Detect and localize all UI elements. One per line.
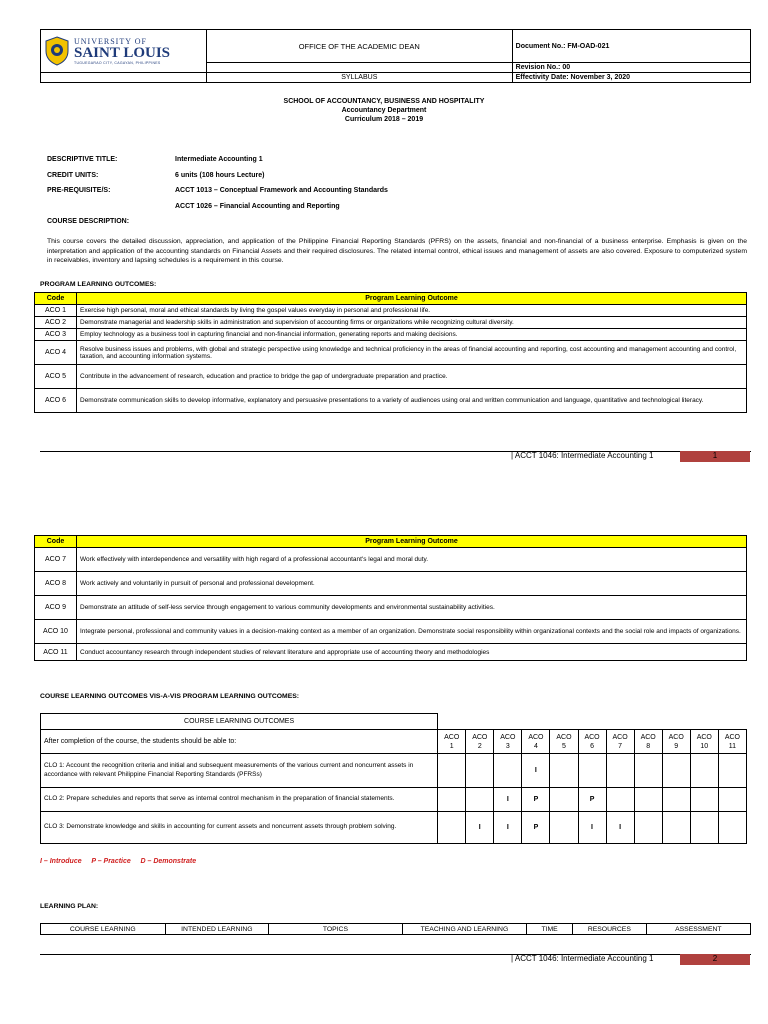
col-outcome: Program Learning Outcome — [77, 293, 747, 305]
plo-row — [35, 305, 747, 317]
clo-text: CLO 2: Prepare schedules and reports that serve as internal control mechanism in the preparation of financial statements. — [41, 788, 438, 812]
learning-plan-heading: LEARNING PLAN: — [40, 903, 99, 910]
effectivity-cell — [512, 73, 750, 83]
units-label: CREDIT UNITS: — [47, 171, 99, 179]
aco-col-number: 9 — [674, 742, 679, 750]
col-outcome-2: Program Learning Outcome — [77, 536, 747, 548]
plo-code: ACO 9 — [35, 596, 77, 620]
learning-plan-col: RESOURCES — [572, 924, 646, 935]
clo-title: COURSE LEARNING OUTCOMES — [41, 714, 438, 730]
plo-row — [35, 572, 747, 596]
syllabus-label: SYLLABUS — [341, 74, 378, 81]
revision-cell — [512, 63, 750, 73]
clo-mark — [662, 754, 690, 788]
aco-col-number: 11 — [728, 742, 737, 750]
aco-col-label: ACO — [500, 733, 516, 741]
aco-col-header — [438, 730, 466, 754]
clo-mark — [578, 754, 606, 788]
clo-mark — [438, 754, 466, 788]
aco-col-label: ACO — [724, 733, 740, 741]
plo-outcome: Demonstrate managerial and leadership skills in administration and supervision of accounting firms or organizations while recognizing cultural diversity. — [77, 317, 747, 329]
plo-table-page1 — [34, 292, 747, 413]
title-label: DESCRIPTIVE TITLE: — [47, 156, 118, 163]
plo-row — [35, 620, 747, 644]
plo-heading: PROGRAM LEARNING OUTCOMES: — [40, 281, 157, 288]
learning-plan-col: TEACHING AND LEARNING — [402, 924, 527, 935]
plo-row — [35, 317, 747, 329]
syllabus-cell — [206, 73, 512, 83]
plo-row — [35, 548, 747, 572]
footer-text-1: | ACCT 1046: Intermediate Accounting 1 — [511, 451, 654, 460]
plo-row — [35, 596, 747, 620]
clo-mark: P — [578, 788, 606, 812]
clo-mark: I — [606, 812, 634, 844]
prereq-value-2: ACCT 1026 – Financial Accounting and Reporting — [175, 202, 340, 210]
plo-outcome: Demonstrate an attitude of self-less service through engagement to various community developments and environmental sustainability activities. — [77, 596, 747, 620]
footer-text-2: | ACCT 1046: Intermediate Accounting 1 — [511, 954, 654, 963]
clo-mark — [494, 754, 522, 788]
document-header — [40, 29, 751, 83]
clo-mark — [466, 754, 494, 788]
revision-no: Revision No.: 00 — [515, 64, 571, 71]
course-info-labels — [47, 152, 129, 230]
clo-mark — [634, 788, 662, 812]
clo-mark — [662, 812, 690, 844]
clo-table — [40, 713, 747, 844]
learning-plan-col: ASSESSMENT — [646, 924, 750, 935]
clo-mark — [634, 812, 662, 844]
plo-outcome: Employ technology as a business tool in capturing financial and non-financial information, generating reports and making decisions. — [77, 329, 747, 341]
clo-mark — [438, 812, 466, 844]
clo-mark — [550, 788, 578, 812]
course-info-values — [175, 152, 388, 214]
page-number-1: 1 — [680, 451, 750, 462]
learning-plan-col: TIME — [527, 924, 573, 935]
clo-heading: COURSE LEARNING OUTCOMES VIS-A-VIS PROGRAM LEARNING OUTCOMES: — [40, 693, 300, 700]
aco-col-label: ACO — [444, 733, 460, 741]
clo-mark: I — [578, 812, 606, 844]
aco-col-number: 10 — [700, 742, 709, 750]
office-title: OFFICE OF THE ACADEMIC DEAN — [298, 41, 420, 51]
aco-col-header — [494, 730, 522, 754]
office-cell — [206, 30, 512, 63]
clo-mark — [718, 812, 746, 844]
aco-col-header — [606, 730, 634, 754]
aco-col-header — [466, 730, 494, 754]
aco-col-label: ACO — [696, 733, 712, 741]
plo-outcome: Demonstrate communication skills to develop informative, explanatory and persuasive presentations to a variety of audiences using oral and written communication and language, quantitative and technological literacy. — [77, 389, 747, 413]
aco-col-number: 6 — [590, 742, 594, 750]
aco-col-label: ACO — [640, 733, 656, 741]
clo-mark: I — [494, 788, 522, 812]
logo-cell-bottom — [41, 73, 207, 83]
col-code: Code — [35, 293, 77, 305]
logo-cell — [41, 30, 207, 73]
clo-mark — [550, 812, 578, 844]
plo-outcome: Resolve business issues and problems, with global and strategic perspective using knowledge and technical proficiency in the areas of financial accounting and reporting, cost accounting and management accounting and control, taxation, and accounting information systems. — [77, 341, 747, 365]
clo-mark — [718, 788, 746, 812]
clo-row — [41, 788, 747, 812]
plo-code: ACO 1 — [35, 305, 77, 317]
spacer-cell — [206, 63, 512, 73]
course-description: This course covers the detailed discussion, appreciation, and application of the Philippine Financial Reporting Standards (PFRS) on the assets, financial and non-financial of a business enterprise. Emphasis is given on the interpretation and application of the accounting standards on Financial Assets and their required disclosures. The related internal control, ethical issues and management of assets are also covered. Exposure to computerized system in receivables, inventory and lapsing schedules is a requirement in this course. — [47, 238, 747, 264]
aco-col-header — [634, 730, 662, 754]
aco-col-number: 3 — [505, 742, 510, 750]
clo-mark: I — [522, 754, 550, 788]
plo-outcome: Integrate personal, professional and community values in a decision-making context as a member of an organization. Demonstrate social responsibility within organizational contexts and the social role and impacts of organizations. — [77, 620, 747, 644]
clo-mark: I — [466, 812, 494, 844]
page-number-2: 2 — [680, 954, 750, 965]
department: Accountancy Department — [341, 107, 427, 114]
plo-code: ACO 2 — [35, 317, 77, 329]
logo-location: TUGUEGARAO CITY, CAGAYAN, PHILIPPINES — [74, 61, 161, 65]
clo-mark — [690, 812, 718, 844]
plo-code: ACO 3 — [35, 329, 77, 341]
clo-text: CLO 1: Account the recognition criteria and initial and subsequent measurements of the various current and noncurrent assets in accordance with relevant Philippine Financial Reporting Standards (PFRSs) — [41, 754, 438, 788]
desc-label: COURSE DESCRIPTION: — [47, 218, 130, 225]
plo-outcome: Conduct accountancy research through independent studies of relevant literature and appropriate use of accounting theory and methodologies — [77, 644, 747, 661]
aco-col-label: ACO — [528, 733, 544, 741]
learning-plan-col: COURSE LEARNING — [41, 924, 166, 935]
clo-row — [41, 812, 747, 844]
logo-name: SAINT LOUIS — [74, 45, 171, 61]
learning-plan-col: INTENDED LEARNING — [165, 924, 269, 935]
plo-code: ACO 5 — [35, 365, 77, 389]
learning-plan-table — [40, 923, 751, 935]
aco-col-header — [550, 730, 578, 754]
plo-outcome: Exercise high personal, moral and ethical standards by living the gospel values everyday in personal and professional life. — [77, 305, 747, 317]
clo-text: CLO 3: Demonstrate knowledge and skills in accounting for current assets and noncurrent assets through problem solving. — [41, 812, 438, 844]
clo-legend: I – Introduce P – Practice D – Demonstrate — [40, 858, 197, 865]
aco-col-header — [690, 730, 718, 754]
school-name: SCHOOL OF ACCOUNTANCY, BUSINESS AND HOSPITALITY — [283, 98, 485, 105]
clo-mark — [550, 754, 578, 788]
clo-mark — [438, 788, 466, 812]
aco-col-header — [718, 730, 746, 754]
plo-code: ACO 4 — [35, 341, 77, 365]
prereq-value-1: ACCT 1013 – Conceptual Framework and Accounting Standards — [175, 187, 388, 194]
plo-row — [35, 329, 747, 341]
aco-col-number: 7 — [618, 742, 623, 750]
aco-col-number: 8 — [646, 742, 651, 750]
aco-col-label: ACO — [556, 733, 572, 741]
plo-row — [35, 365, 747, 389]
plo-outcome: Work effectively with interdependence and versatility with high regard of a professional accountant's legal and moral duty. — [77, 548, 747, 572]
university-seal-icon — [44, 36, 70, 66]
plo-row — [35, 341, 747, 365]
doc-no-cell — [512, 30, 750, 63]
aco-col-header — [662, 730, 690, 754]
plo-code: ACO 10 — [35, 620, 77, 644]
learning-plan-col: TOPICS — [269, 924, 403, 935]
aco-col-label: ACO — [612, 733, 628, 741]
clo-mark — [690, 754, 718, 788]
aco-col-number: 5 — [562, 742, 566, 750]
curriculum: Curriculum 2018 – 2019 — [344, 116, 424, 123]
plo-code: ACO 7 — [35, 548, 77, 572]
plo-outcome: Contribute in the advancement of research, education and practice to bridge the gap of undergraduate preparation and practice. — [77, 365, 747, 389]
clo-mark — [466, 788, 494, 812]
aco-col-label: ACO — [472, 733, 488, 741]
aco-col-header — [578, 730, 606, 754]
title-block — [0, 97, 768, 124]
plo-code: ACO 11 — [35, 644, 77, 661]
logo-university-of: UNIVERSITY OF — [74, 37, 147, 46]
effectivity-date: Effectivity Date: November 3, 2020 — [515, 74, 631, 81]
plo-table-page2 — [34, 535, 747, 661]
clo-subtitle: After completion of the course, the students should be able to: — [41, 730, 438, 754]
plo-row — [35, 389, 747, 413]
title-value: Intermediate Accounting 1 — [175, 156, 263, 163]
clo-mark — [662, 788, 690, 812]
plo-code: ACO 8 — [35, 572, 77, 596]
prereq-label: PRE-REQUISITE/S: — [47, 187, 111, 194]
plo-outcome: Work actively and voluntarily in pursuit of personal and professional development. — [77, 572, 747, 596]
aco-col-number: 4 — [533, 742, 538, 750]
aco-col-label: ACO — [668, 733, 684, 741]
aco-col-number: 2 — [477, 742, 482, 750]
doc-no: Document No.: FM-OAD-021 — [515, 42, 610, 50]
units-value: 6 units (108 hours Lecture) — [175, 171, 265, 179]
clo-row — [41, 754, 747, 788]
plo-row — [35, 644, 747, 661]
col-code-2: Code — [35, 536, 77, 548]
clo-mark — [606, 754, 634, 788]
clo-mark: P — [522, 812, 550, 844]
aco-col-label: ACO — [584, 733, 600, 741]
clo-title-spacer — [438, 714, 747, 730]
aco-col-number: 1 — [449, 742, 454, 750]
clo-mark — [634, 754, 662, 788]
aco-col-header — [522, 730, 550, 754]
clo-mark — [606, 788, 634, 812]
plo-code: ACO 6 — [35, 389, 77, 413]
clo-mark: I — [494, 812, 522, 844]
clo-mark — [690, 788, 718, 812]
clo-mark — [718, 754, 746, 788]
clo-mark: P — [522, 788, 550, 812]
